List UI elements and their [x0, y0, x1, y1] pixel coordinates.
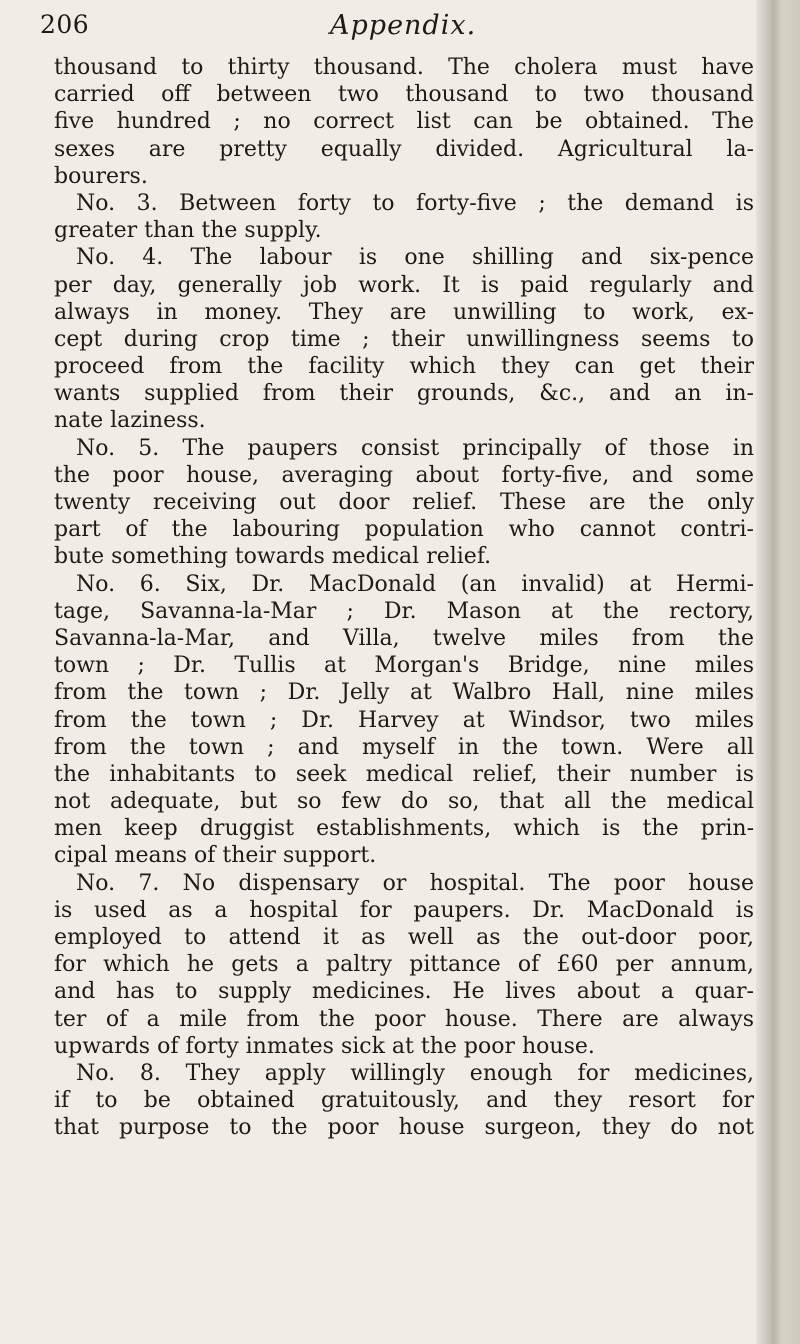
text-line: proceed from the facility which they can get their — [54, 354, 754, 380]
text-line: from the town ; Dr. Jelly at Walbro Hall, nine miles — [54, 680, 754, 706]
text-line: the poor house, averaging about forty-five, and some — [54, 462, 754, 488]
text-line: ter of a mile from the poor house. There are always — [54, 1006, 754, 1032]
text-line: the inhabitants to seek medical relief, their number is — [54, 761, 754, 787]
text-line: from the town ; Dr. Harvey at Windsor, two miles — [54, 707, 754, 733]
page-binding-edge — [756, 0, 800, 1344]
text-line: Savanna-la-Mar, and Villa, twelve miles from the — [54, 625, 754, 651]
text-line: upwards of forty inmates sick at the poor house. — [54, 1033, 595, 1059]
text-line: tage, Savanna-la-Mar ; Dr. Mason at the rectory, — [54, 598, 754, 624]
text-line: men keep druggist establishments, which is the prin- — [54, 816, 754, 842]
text-line: No. 6. Six, Dr. MacDonald (an invalid) at Hermi- — [76, 571, 754, 597]
body-text — [54, 54, 754, 1142]
text-line: bute something towards medical relief. — [54, 544, 492, 570]
text-line: five hundred ; no correct list can be obtained. The — [54, 109, 754, 135]
text-line: per day, generally job work. It is paid regularly and — [54, 272, 754, 298]
text-line: part of the labouring population who cannot contri- — [54, 517, 754, 543]
text-line: No. 7. No dispensary or hospital. The poor house — [76, 870, 754, 896]
text-line: and has to supply medicines. He lives about a quar- — [54, 979, 754, 1005]
text-line: nate laziness. — [54, 408, 206, 434]
text-line: for which he gets a paltry pittance of £60 per annum, — [54, 952, 754, 978]
text-line: cept during crop time ; their unwillingness seems to — [54, 326, 754, 352]
text-line: wants supplied from their grounds, &c., and an in- — [54, 381, 754, 407]
text-line: bourers. — [54, 163, 148, 189]
text-line: if to be obtained gratuitously, and they resort for — [54, 1088, 754, 1114]
text-line: cipal means of their support. — [54, 843, 377, 869]
text-line: that purpose to the poor house surgeon, they do not — [54, 1115, 754, 1141]
page-number: 206 — [40, 10, 90, 39]
text-line: No. 5. The paupers consist principally of those in — [76, 435, 754, 461]
running-title: Appendix. — [330, 10, 477, 41]
text-line: thousand to thirty thousand. The cholera must have — [54, 55, 754, 80]
text-line: No. 4. The labour is one shilling and six-pence — [76, 245, 754, 271]
text-line: No. 3. Between forty to forty-five ; the demand is — [76, 190, 754, 216]
text-line: from the town ; and myself in the town. Were all — [54, 734, 754, 760]
running-head — [40, 10, 760, 50]
text-line: greater than the supply. — [54, 218, 322, 244]
text-line: sexes are pretty equally divided. Agricultural la- — [54, 136, 754, 162]
text-line: always in money. They are unwilling to work, ex- — [54, 299, 754, 325]
text-line: employed to attend it as well as the out-door poor, — [54, 925, 754, 950]
text-line: No. 8. They apply willingly enough for medicines, — [76, 1060, 754, 1086]
text-line: twenty receiving out door relief. These are the only — [54, 490, 754, 515]
text-line: is used as a hospital for paupers. Dr. MacDonald is — [54, 897, 754, 923]
text-line: carried off between two thousand to two thousand — [54, 82, 754, 108]
text-line: not adequate, but so few do so, that all the medical — [54, 789, 754, 815]
text-line: town ; Dr. Tullis at Morgan's Bridge, nine miles — [54, 653, 754, 679]
